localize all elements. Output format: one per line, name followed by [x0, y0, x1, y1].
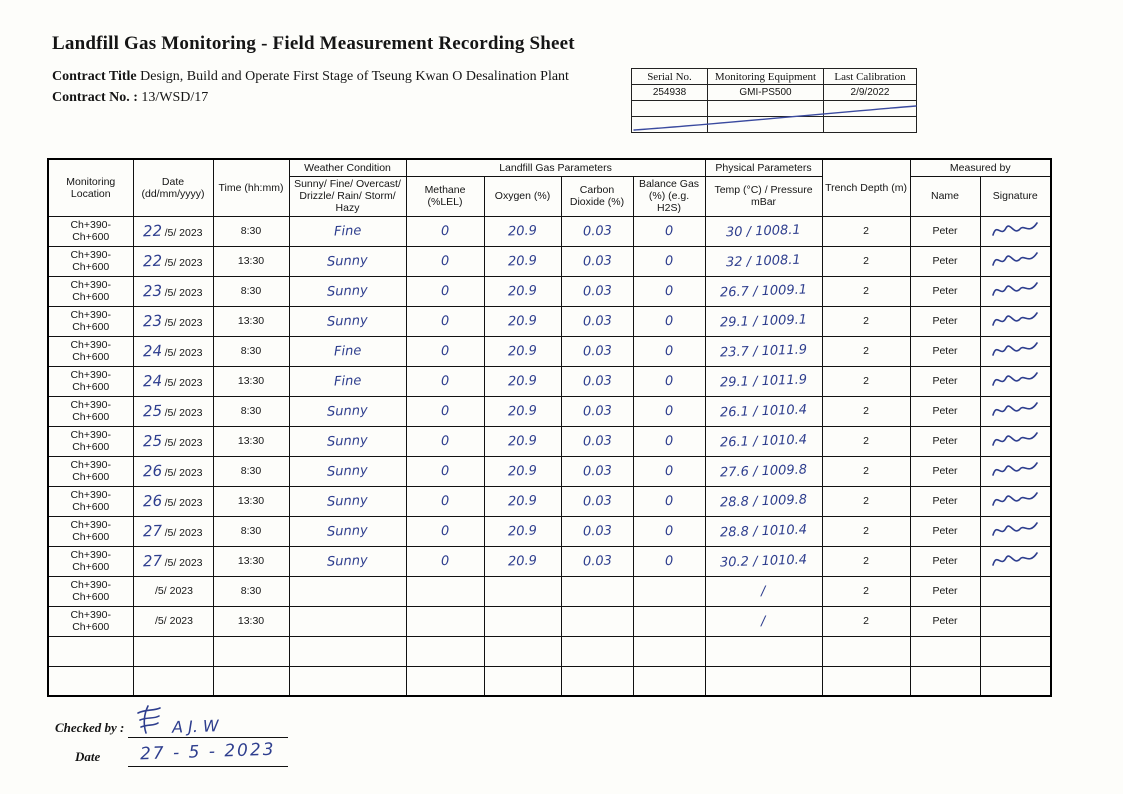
cell-signature [980, 606, 1051, 636]
cell-oxygen: 20.9 [484, 216, 561, 246]
equipment-row-empty [632, 117, 917, 133]
printed-date: /5/ 2023 [164, 527, 203, 539]
cell-balance-gas: 0 [633, 516, 705, 546]
table-row [48, 576, 1051, 606]
cell-oxygen [484, 666, 561, 696]
contract-no-line [52, 87, 569, 108]
cell-balance-gas: 0 [633, 456, 705, 486]
cell-date [133, 486, 213, 516]
cell-date [133, 576, 213, 606]
printed-date: /5/ 2023 [155, 585, 193, 597]
printed-date: /5/ 2023 [164, 437, 203, 449]
header-weather-options: Sunny/ Fine/ Overcast/ Drizzle/ Rain/ Storm/ Hazy [289, 176, 406, 216]
cell-time: 8:30 [213, 516, 289, 546]
cell-oxygen: 20.9 [484, 246, 561, 276]
cell-date [133, 666, 213, 696]
cell-weather [289, 606, 406, 636]
cell-trench-depth: 2 [822, 456, 910, 486]
cell-methane: 0 [406, 426, 484, 456]
cell-methane: 0 [406, 336, 484, 366]
cell-temp-pressure [705, 636, 822, 666]
contract-title-label: Contract Title [52, 69, 137, 84]
cell-weather: Fine [289, 336, 406, 366]
cell-oxygen [484, 576, 561, 606]
signature-scribble [991, 520, 1039, 540]
printed-date: /5/ 2023 [164, 347, 203, 359]
cell-time: 13:30 [213, 246, 289, 276]
cell-trench-depth: 2 [822, 306, 910, 336]
cell-signature [980, 576, 1051, 606]
cell-name: Peter [910, 426, 980, 456]
cell-signature [980, 486, 1051, 516]
cell-monitoring-location [48, 666, 133, 696]
contract-no-value: 13/WSD/17 [141, 90, 209, 105]
cell-oxygen: 20.9 [484, 366, 561, 396]
cell-oxygen: 20.9 [484, 456, 561, 486]
table-row [48, 426, 1051, 456]
cell-date [133, 516, 213, 546]
cell-oxygen [484, 606, 561, 636]
table-row [48, 276, 1051, 306]
cell-date [133, 216, 213, 246]
handwritten-day: 27 [143, 551, 163, 571]
cell-monitoring-location: Ch+390- Ch+600 [48, 426, 133, 456]
table-row [48, 486, 1051, 516]
cell-date [133, 606, 213, 636]
cell-name: Peter [910, 606, 980, 636]
handwritten-day: 24 [143, 371, 163, 391]
header-signature: Signature [980, 176, 1051, 216]
checked-date-value: 27 - 5 - 2023 [139, 739, 276, 765]
cell-date [133, 396, 213, 426]
cell-signature [980, 306, 1051, 336]
cell-temp-pressure: 30.2 / 1010.4 [705, 546, 822, 576]
cell-trench-depth: 2 [822, 336, 910, 366]
printed-date: /5/ 2023 [164, 287, 203, 299]
cell-carbon-dioxide: 0.03 [561, 546, 633, 576]
printed-date: /5/ 2023 [164, 257, 203, 269]
cell-weather: Sunny [289, 486, 406, 516]
signature-scribble [991, 490, 1039, 510]
handwritten-day: 25 [143, 431, 163, 451]
cell-trench-depth: 2 [822, 486, 910, 516]
cell-trench-depth [822, 636, 910, 666]
cell-balance-gas: 0 [633, 276, 705, 306]
header-trench-depth: Trench Depth (m) [822, 159, 910, 216]
printed-date: /5/ 2023 [164, 227, 203, 239]
cell-weather: Sunny [289, 306, 406, 336]
cell-name: Peter [910, 456, 980, 486]
cell-carbon-dioxide: 0.03 [561, 246, 633, 276]
cell-oxygen: 20.9 [484, 516, 561, 546]
cell-oxygen: 20.9 [484, 546, 561, 576]
cell-methane: 0 [406, 546, 484, 576]
cell-time: 13:30 [213, 426, 289, 456]
handwritten-day: 23 [143, 311, 163, 331]
cell-carbon-dioxide: 0.03 [561, 396, 633, 426]
header-carbon-dioxide: Carbon Dioxide (%) [561, 176, 633, 216]
cell-oxygen [484, 636, 561, 666]
cell-monitoring-location: Ch+390- Ch+600 [48, 216, 133, 246]
cell-temp-pressure: 32 / 1008.1 [705, 246, 822, 276]
cell-weather: Sunny [289, 396, 406, 426]
cell-signature [980, 366, 1051, 396]
table-row [48, 336, 1051, 366]
table-row [48, 546, 1051, 576]
printed-date: /5/ 2023 [164, 467, 203, 479]
printed-date: /5/ 2023 [164, 407, 203, 419]
cell-balance-gas: 0 [633, 486, 705, 516]
cell-monitoring-location: Ch+390- Ch+600 [48, 546, 133, 576]
cell-balance-gas: 0 [633, 396, 705, 426]
contract-title-value: Design, Build and Operate First Stage of Tseung Kwan O Desalination Plant [140, 69, 569, 84]
cell-carbon-dioxide: 0.03 [561, 336, 633, 366]
signature-scribble [991, 250, 1039, 270]
cell-trench-depth: 2 [822, 216, 910, 246]
cell-temp-pressure: 30 / 1008.1 [705, 216, 822, 246]
cell-name: Peter [910, 276, 980, 306]
cell-monitoring-location: Ch+390- Ch+600 [48, 336, 133, 366]
cell-time: 8:30 [213, 276, 289, 306]
header-time: Time (hh:mm) [213, 159, 289, 216]
cell-signature [980, 426, 1051, 456]
cell-carbon-dioxide: 0.03 [561, 216, 633, 246]
cell-signature [980, 456, 1051, 486]
cell-date [133, 246, 213, 276]
cell-oxygen: 20.9 [484, 426, 561, 456]
cell-signature [980, 216, 1051, 246]
cell-time [213, 666, 289, 696]
signature-scribble [991, 340, 1039, 360]
equipment-row [632, 85, 917, 101]
cell-signature [980, 396, 1051, 426]
cell-methane: 0 [406, 216, 484, 246]
cell-weather [289, 576, 406, 606]
cell-methane: 0 [406, 456, 484, 486]
cell-temp-pressure: 26.1 / 1010.4 [705, 426, 822, 456]
cell-date [133, 636, 213, 666]
cell-temp-pressure: 23.7 / 1011.9 [705, 336, 822, 366]
header-name: Name [910, 176, 980, 216]
cell-oxygen: 20.9 [484, 486, 561, 516]
header-gas-parameters: Landfill Gas Parameters [406, 159, 705, 176]
cell-oxygen: 20.9 [484, 306, 561, 336]
cell-weather: Sunny [289, 276, 406, 306]
cell-time: 13:30 [213, 306, 289, 336]
cell-time: 8:30 [213, 216, 289, 246]
header-methane: Methane (%LEL) [406, 176, 484, 216]
cell-trench-depth: 2 [822, 396, 910, 426]
cell-balance-gas [633, 576, 705, 606]
cell-name [910, 666, 980, 696]
header-measured-by: Measured by [910, 159, 1051, 176]
cell-balance-gas [633, 666, 705, 696]
cell-temp-pressure: 29.1 / 1011.9 [705, 366, 822, 396]
cell-time: 13:30 [213, 606, 289, 636]
cell-date [133, 366, 213, 396]
cell-balance-gas: 0 [633, 246, 705, 276]
handwritten-day: 25 [143, 401, 163, 421]
checked-by-label: Checked by : [55, 720, 125, 735]
cell-methane: 0 [406, 246, 484, 276]
handwritten-day: 23 [143, 281, 163, 301]
header-temp-pressure: Temp (°C) / Pressure mBar [705, 176, 822, 216]
handwritten-day: 22 [143, 221, 163, 241]
header-balance-gas: Balance Gas (%) (e.g. H2S) [633, 176, 705, 216]
cell-monitoring-location: Ch+390- Ch+600 [48, 486, 133, 516]
signature-scribble [991, 430, 1039, 450]
cell-weather: Fine [289, 216, 406, 246]
table-row [48, 456, 1051, 486]
cell-balance-gas: 0 [633, 426, 705, 456]
cell-balance-gas [633, 606, 705, 636]
checked-by-scribble [132, 702, 166, 736]
cell-balance-gas: 0 [633, 336, 705, 366]
cell-methane [406, 636, 484, 666]
cell-weather: Sunny [289, 516, 406, 546]
equipment-table [631, 68, 917, 133]
header-monitoring-location: Monitoring Location [48, 159, 133, 216]
cell-balance-gas: 0 [633, 306, 705, 336]
cell-methane: 0 [406, 486, 484, 516]
printed-date: /5/ 2023 [155, 615, 193, 627]
cell-signature [980, 666, 1051, 696]
cell-trench-depth: 2 [822, 546, 910, 576]
cell-weather: Fine [289, 366, 406, 396]
handwritten-day: 24 [143, 341, 163, 361]
cell-oxygen: 20.9 [484, 396, 561, 426]
date-label: Date [75, 749, 101, 764]
cell-methane: 0 [406, 396, 484, 426]
header-weather-condition: Weather Condition [289, 159, 406, 176]
cell-name: Peter [910, 366, 980, 396]
cell-weather: Sunny [289, 426, 406, 456]
cell-trench-depth [822, 666, 910, 696]
checked-by-initials: A J. W [171, 716, 220, 737]
cell-carbon-dioxide: 0.03 [561, 306, 633, 336]
equipment-header-equipment: Monitoring Equipment [708, 69, 824, 85]
cell-date [133, 426, 213, 456]
cell-name: Peter [910, 246, 980, 276]
cell-name: Peter [910, 336, 980, 366]
cell-monitoring-location: Ch+390- Ch+600 [48, 456, 133, 486]
cell-time: 13:30 [213, 486, 289, 516]
cell-methane [406, 666, 484, 696]
cell-weather [289, 666, 406, 696]
table-row [48, 666, 1051, 696]
cell-carbon-dioxide: 0.03 [561, 516, 633, 546]
cell-monitoring-location: Ch+390- Ch+600 [48, 576, 133, 606]
page-title: Landfill Gas Monitoring - Field Measurement Recording Sheet [52, 33, 575, 54]
contract-info [52, 66, 569, 108]
cell-trench-depth: 2 [822, 576, 910, 606]
date-line [128, 766, 288, 767]
printed-date: /5/ 2023 [164, 497, 203, 509]
signature-scribble [991, 220, 1039, 240]
equipment-model-value: GMI-PS500 [708, 85, 824, 101]
signature-scribble [991, 370, 1039, 390]
cell-temp-pressure: 26.7 / 1009.1 [705, 276, 822, 306]
table-row [48, 216, 1051, 246]
printed-date: /5/ 2023 [164, 377, 203, 389]
cell-trench-depth: 2 [822, 426, 910, 456]
signature-scribble [991, 550, 1039, 570]
contract-title-line [52, 66, 569, 87]
cell-monitoring-location: Ch+390- Ch+600 [48, 366, 133, 396]
cell-temp-pressure: / [705, 606, 822, 636]
cell-date [133, 276, 213, 306]
cell-oxygen: 20.9 [484, 336, 561, 366]
header-date: Date (dd/mm/yyyy) [133, 159, 213, 216]
cell-weather: Sunny [289, 456, 406, 486]
table-row [48, 306, 1051, 336]
cell-oxygen: 20.9 [484, 276, 561, 306]
cell-name: Peter [910, 576, 980, 606]
cell-time: 8:30 [213, 396, 289, 426]
cell-monitoring-location: Ch+390- Ch+600 [48, 306, 133, 336]
cell-carbon-dioxide [561, 576, 633, 606]
table-row [48, 636, 1051, 666]
cell-time: 13:30 [213, 366, 289, 396]
cell-methane: 0 [406, 516, 484, 546]
cell-temp-pressure [705, 666, 822, 696]
cell-temp-pressure: 29.1 / 1009.1 [705, 306, 822, 336]
cell-trench-depth: 2 [822, 366, 910, 396]
equipment-serial-value: 254938 [632, 85, 708, 101]
cell-time: 8:30 [213, 336, 289, 366]
cell-signature [980, 636, 1051, 666]
cell-monitoring-location: Ch+390- Ch+600 [48, 276, 133, 306]
cell-signature [980, 336, 1051, 366]
cell-name: Peter [910, 306, 980, 336]
cell-monitoring-location [48, 636, 133, 666]
cell-time [213, 636, 289, 666]
cell-signature [980, 276, 1051, 306]
cell-carbon-dioxide [561, 636, 633, 666]
cell-trench-depth: 2 [822, 516, 910, 546]
cell-temp-pressure: 27.6 / 1009.8 [705, 456, 822, 486]
cell-time: 13:30 [213, 546, 289, 576]
cell-signature [980, 516, 1051, 546]
cell-time: 8:30 [213, 576, 289, 606]
cell-balance-gas [633, 636, 705, 666]
equipment-header-serial: Serial No. [632, 69, 708, 85]
cell-monitoring-location: Ch+390- Ch+600 [48, 396, 133, 426]
cell-monitoring-location: Ch+390- Ch+600 [48, 606, 133, 636]
cell-methane [406, 576, 484, 606]
cell-time: 8:30 [213, 456, 289, 486]
cell-date [133, 546, 213, 576]
cell-signature [980, 246, 1051, 276]
cell-methane: 0 [406, 366, 484, 396]
table-row [48, 606, 1051, 636]
cell-name: Peter [910, 546, 980, 576]
cell-temp-pressure: / [705, 576, 822, 606]
monitoring-table [47, 158, 1052, 697]
header-oxygen: Oxygen (%) [484, 176, 561, 216]
cell-temp-pressure: 28.8 / 1010.4 [705, 516, 822, 546]
cell-weather: Sunny [289, 246, 406, 276]
header-physical-parameters: Physical Parameters [705, 159, 822, 176]
table-row [48, 516, 1051, 546]
cell-trench-depth: 2 [822, 246, 910, 276]
cell-carbon-dioxide: 0.03 [561, 456, 633, 486]
cell-name [910, 636, 980, 666]
cell-balance-gas: 0 [633, 546, 705, 576]
cell-temp-pressure: 26.1 / 1010.4 [705, 396, 822, 426]
cell-methane [406, 606, 484, 636]
equipment-row-empty [632, 101, 917, 117]
table-row [48, 396, 1051, 426]
cell-carbon-dioxide: 0.03 [561, 366, 633, 396]
printed-date: /5/ 2023 [164, 317, 203, 329]
printed-date: /5/ 2023 [164, 557, 203, 569]
cell-name: Peter [910, 516, 980, 546]
cell-carbon-dioxide: 0.03 [561, 486, 633, 516]
cell-date [133, 306, 213, 336]
checked-by-line [128, 737, 288, 738]
cell-name: Peter [910, 486, 980, 516]
cell-carbon-dioxide [561, 666, 633, 696]
cell-monitoring-location: Ch+390- Ch+600 [48, 246, 133, 276]
cell-temp-pressure: 28.8 / 1009.8 [705, 486, 822, 516]
contract-no-label: Contract No. : [52, 90, 138, 105]
equipment-header-calibration: Last Calibration [824, 69, 917, 85]
cell-signature [980, 546, 1051, 576]
cell-trench-depth: 2 [822, 276, 910, 306]
equipment-calibration-value: 2/9/2022 [824, 85, 917, 101]
handwritten-day: 22 [143, 251, 163, 271]
cell-carbon-dioxide: 0.03 [561, 426, 633, 456]
cell-carbon-dioxide: 0.03 [561, 276, 633, 306]
table-row [48, 246, 1051, 276]
cell-methane: 0 [406, 276, 484, 306]
handwritten-day: 27 [143, 521, 163, 541]
cell-monitoring-location: Ch+390- Ch+600 [48, 516, 133, 546]
handwritten-day: 26 [143, 461, 163, 481]
signature-scribble [991, 460, 1039, 480]
cell-balance-gas: 0 [633, 216, 705, 246]
cell-name: Peter [910, 396, 980, 426]
cell-date [133, 336, 213, 366]
signature-scribble [991, 400, 1039, 420]
cell-carbon-dioxide [561, 606, 633, 636]
cell-weather [289, 636, 406, 666]
cell-weather: Sunny [289, 546, 406, 576]
cell-name: Peter [910, 216, 980, 246]
cell-trench-depth: 2 [822, 606, 910, 636]
signature-scribble [991, 280, 1039, 300]
checked-by-signature [132, 702, 219, 736]
cell-balance-gas: 0 [633, 366, 705, 396]
handwritten-day: 26 [143, 491, 163, 511]
signature-scribble [991, 310, 1039, 330]
cell-date [133, 456, 213, 486]
table-row [48, 366, 1051, 396]
cell-methane: 0 [406, 306, 484, 336]
